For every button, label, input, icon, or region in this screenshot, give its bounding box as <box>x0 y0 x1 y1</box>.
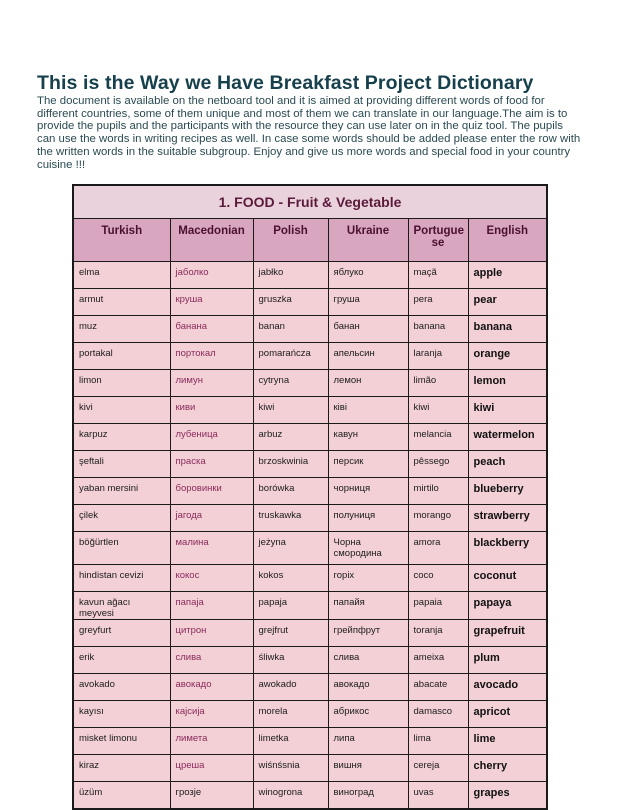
cell-portuguese: abacate <box>408 674 468 701</box>
table-row <box>73 647 547 674</box>
cell-ukraine: авокадо <box>328 674 408 701</box>
table-row <box>73 701 547 728</box>
cell-ukraine: горіх <box>328 565 408 592</box>
cell-macedonian: праска <box>170 451 253 478</box>
cell-english: plum <box>468 647 547 674</box>
cell-ukraine: лемон <box>328 370 408 397</box>
cell-polish: kiwi <box>253 397 328 424</box>
cell-turkish: çilek <box>73 505 170 532</box>
column-header-ukraine: Ukraine <box>328 219 408 262</box>
cell-macedonian: папаја <box>170 592 253 620</box>
cell-turkish: böğürtlen <box>73 532 170 565</box>
cell-turkish: erik <box>73 647 170 674</box>
table-row <box>73 397 547 424</box>
cell-english: lime <box>468 728 547 755</box>
cell-portuguese: pêssego <box>408 451 468 478</box>
cell-portuguese: laranja <box>408 343 468 370</box>
cell-turkish: karpuz <box>73 424 170 451</box>
table-row <box>73 451 547 478</box>
cell-portuguese: damasco <box>408 701 468 728</box>
cell-turkish: misket limonu <box>73 728 170 755</box>
cell-english: cherry <box>468 755 547 782</box>
cell-polish: jeżyna <box>253 532 328 565</box>
cell-polish: borówka <box>253 478 328 505</box>
cell-english: kiwi <box>468 397 547 424</box>
cell-turkish: şeftali <box>73 451 170 478</box>
dictionary-body <box>73 262 547 810</box>
document-title: This is the Way we Have Breakfast Project Dictionary <box>37 72 534 94</box>
table-row <box>73 782 547 810</box>
cell-macedonian: боровинки <box>170 478 253 505</box>
cell-macedonian: кокос <box>170 565 253 592</box>
cell-turkish: hindistan cevizi <box>73 565 170 592</box>
cell-english: blackberry <box>468 532 547 565</box>
cell-english: papaya <box>468 592 547 620</box>
table-row <box>73 343 547 370</box>
cell-ukraine: чорниця <box>328 478 408 505</box>
cell-portuguese: morango <box>408 505 468 532</box>
table-row <box>73 565 547 592</box>
cell-polish: cytryna <box>253 370 328 397</box>
dictionary-table <box>72 184 548 810</box>
cell-english: avocado <box>468 674 547 701</box>
cell-polish: banan <box>253 316 328 343</box>
cell-turkish: portakal <box>73 343 170 370</box>
column-header-macedonian: Macedonian <box>170 219 253 262</box>
cell-english: watermelon <box>468 424 547 451</box>
cell-portuguese: melancia <box>408 424 468 451</box>
cell-turkish: limon <box>73 370 170 397</box>
table-row <box>73 532 547 565</box>
cell-turkish: muz <box>73 316 170 343</box>
cell-turkish: kiraz <box>73 755 170 782</box>
cell-polish: jabłko <box>253 262 328 289</box>
cell-english: orange <box>468 343 547 370</box>
cell-macedonian: банана <box>170 316 253 343</box>
cell-ukraine: кавун <box>328 424 408 451</box>
cell-turkish: greyfurt <box>73 620 170 647</box>
cell-ukraine: персик <box>328 451 408 478</box>
cell-english: pear <box>468 289 547 316</box>
cell-polish: awokado <box>253 674 328 701</box>
column-header-turkish: Turkish <box>73 219 170 262</box>
cell-english: grapes <box>468 782 547 810</box>
cell-portuguese: lima <box>408 728 468 755</box>
cell-macedonian: круша <box>170 289 253 316</box>
cell-macedonian: лимун <box>170 370 253 397</box>
cell-polish: śliwka <box>253 647 328 674</box>
cell-macedonian: цитрон <box>170 620 253 647</box>
table-row <box>73 620 547 647</box>
cell-ukraine: яблуко <box>328 262 408 289</box>
cell-polish: kokos <box>253 565 328 592</box>
cell-english: apple <box>468 262 547 289</box>
cell-english: lemon <box>468 370 547 397</box>
cell-ukraine: абрикос <box>328 701 408 728</box>
table-row <box>73 592 547 620</box>
cell-polish: gruszka <box>253 289 328 316</box>
cell-ukraine: папайя <box>328 592 408 620</box>
cell-macedonian: јаболко <box>170 262 253 289</box>
cell-macedonian: киви <box>170 397 253 424</box>
cell-ukraine: слива <box>328 647 408 674</box>
column-header-english: English <box>468 219 547 262</box>
cell-english: strawberry <box>468 505 547 532</box>
cell-portuguese: pera <box>408 289 468 316</box>
cell-polish: pomarańcza <box>253 343 328 370</box>
cell-macedonian: јагода <box>170 505 253 532</box>
cell-macedonian: портокал <box>170 343 253 370</box>
cell-portuguese: banana <box>408 316 468 343</box>
cell-polish: papaja <box>253 592 328 620</box>
cell-portuguese: maçã <box>408 262 468 289</box>
cell-macedonian: лимета <box>170 728 253 755</box>
table-row <box>73 289 547 316</box>
cell-ukraine: грейпфрут <box>328 620 408 647</box>
cell-english: coconut <box>468 565 547 592</box>
cell-portuguese: papaia <box>408 592 468 620</box>
table-row <box>73 424 547 451</box>
cell-polish: limetka <box>253 728 328 755</box>
cell-english: banana <box>468 316 547 343</box>
cell-ukraine: липа <box>328 728 408 755</box>
cell-portuguese: toranja <box>408 620 468 647</box>
cell-ukraine: апельсин <box>328 343 408 370</box>
document-intro: The document is available on the netboard tool and it is aimed at providing different words of food for different countries, some of them unique and most of them we can translate in our language.The aim is to provide the pupils and the participants with the resource they can use later on in the quiz tool. The pupils can use the words in writing recipes as well. In case some words should be added please enter the row with the written words in the suitable subgroup. Enjoy and give us more words and special food in your country cuisine !!! <box>37 95 581 171</box>
table-row <box>73 262 547 289</box>
section-title: 1. FOOD - Fruit & Vegetable <box>73 185 547 219</box>
cell-turkish: avokado <box>73 674 170 701</box>
cell-turkish: kavun ağacı meyvesi <box>73 592 170 620</box>
cell-macedonian: лубеница <box>170 424 253 451</box>
cell-ukraine: Чорна смородина <box>328 532 408 565</box>
column-header-polish: Polish <box>253 219 328 262</box>
cell-turkish: kivi <box>73 397 170 424</box>
cell-portuguese: mirtilo <box>408 478 468 505</box>
cell-portuguese: cereja <box>408 755 468 782</box>
cell-english: apricot <box>468 701 547 728</box>
cell-polish: winogrona <box>253 782 328 810</box>
cell-macedonian: цреша <box>170 755 253 782</box>
cell-portuguese: ameixa <box>408 647 468 674</box>
cell-macedonian: слива <box>170 647 253 674</box>
cell-turkish: armut <box>73 289 170 316</box>
cell-turkish: üzüm <box>73 782 170 810</box>
cell-macedonian: грозје <box>170 782 253 810</box>
cell-macedonian: малина <box>170 532 253 565</box>
cell-english: grapefruit <box>468 620 547 647</box>
cell-english: peach <box>468 451 547 478</box>
cell-ukraine: ківі <box>328 397 408 424</box>
cell-polish: grejfrut <box>253 620 328 647</box>
cell-portuguese: kiwi <box>408 397 468 424</box>
cell-turkish: kayısı <box>73 701 170 728</box>
table-row <box>73 674 547 701</box>
cell-polish: arbuz <box>253 424 328 451</box>
cell-polish: wiśnśsnia <box>253 755 328 782</box>
cell-polish: brzoskwinia <box>253 451 328 478</box>
table-row <box>73 505 547 532</box>
cell-ukraine: виноград <box>328 782 408 810</box>
section-header-row <box>73 185 547 219</box>
cell-portuguese: coco <box>408 565 468 592</box>
cell-macedonian: кајсија <box>170 701 253 728</box>
cell-ukraine: банан <box>328 316 408 343</box>
column-header-row <box>73 219 547 262</box>
table-row <box>73 755 547 782</box>
cell-portuguese: uvas <box>408 782 468 810</box>
cell-portuguese: limão <box>408 370 468 397</box>
table-row <box>73 728 547 755</box>
cell-ukraine: полуниця <box>328 505 408 532</box>
cell-polish: truskawka <box>253 505 328 532</box>
table-row <box>73 478 547 505</box>
table-row <box>73 316 547 343</box>
cell-turkish: elma <box>73 262 170 289</box>
table-row <box>73 370 547 397</box>
cell-portuguese: amora <box>408 532 468 565</box>
cell-ukraine: груша <box>328 289 408 316</box>
cell-ukraine: вишня <box>328 755 408 782</box>
cell-english: blueberry <box>468 478 547 505</box>
column-header-portuguese: Portugue se <box>408 219 468 262</box>
cell-turkish: yaban mersini <box>73 478 170 505</box>
cell-polish: morela <box>253 701 328 728</box>
cell-macedonian: авокадо <box>170 674 253 701</box>
